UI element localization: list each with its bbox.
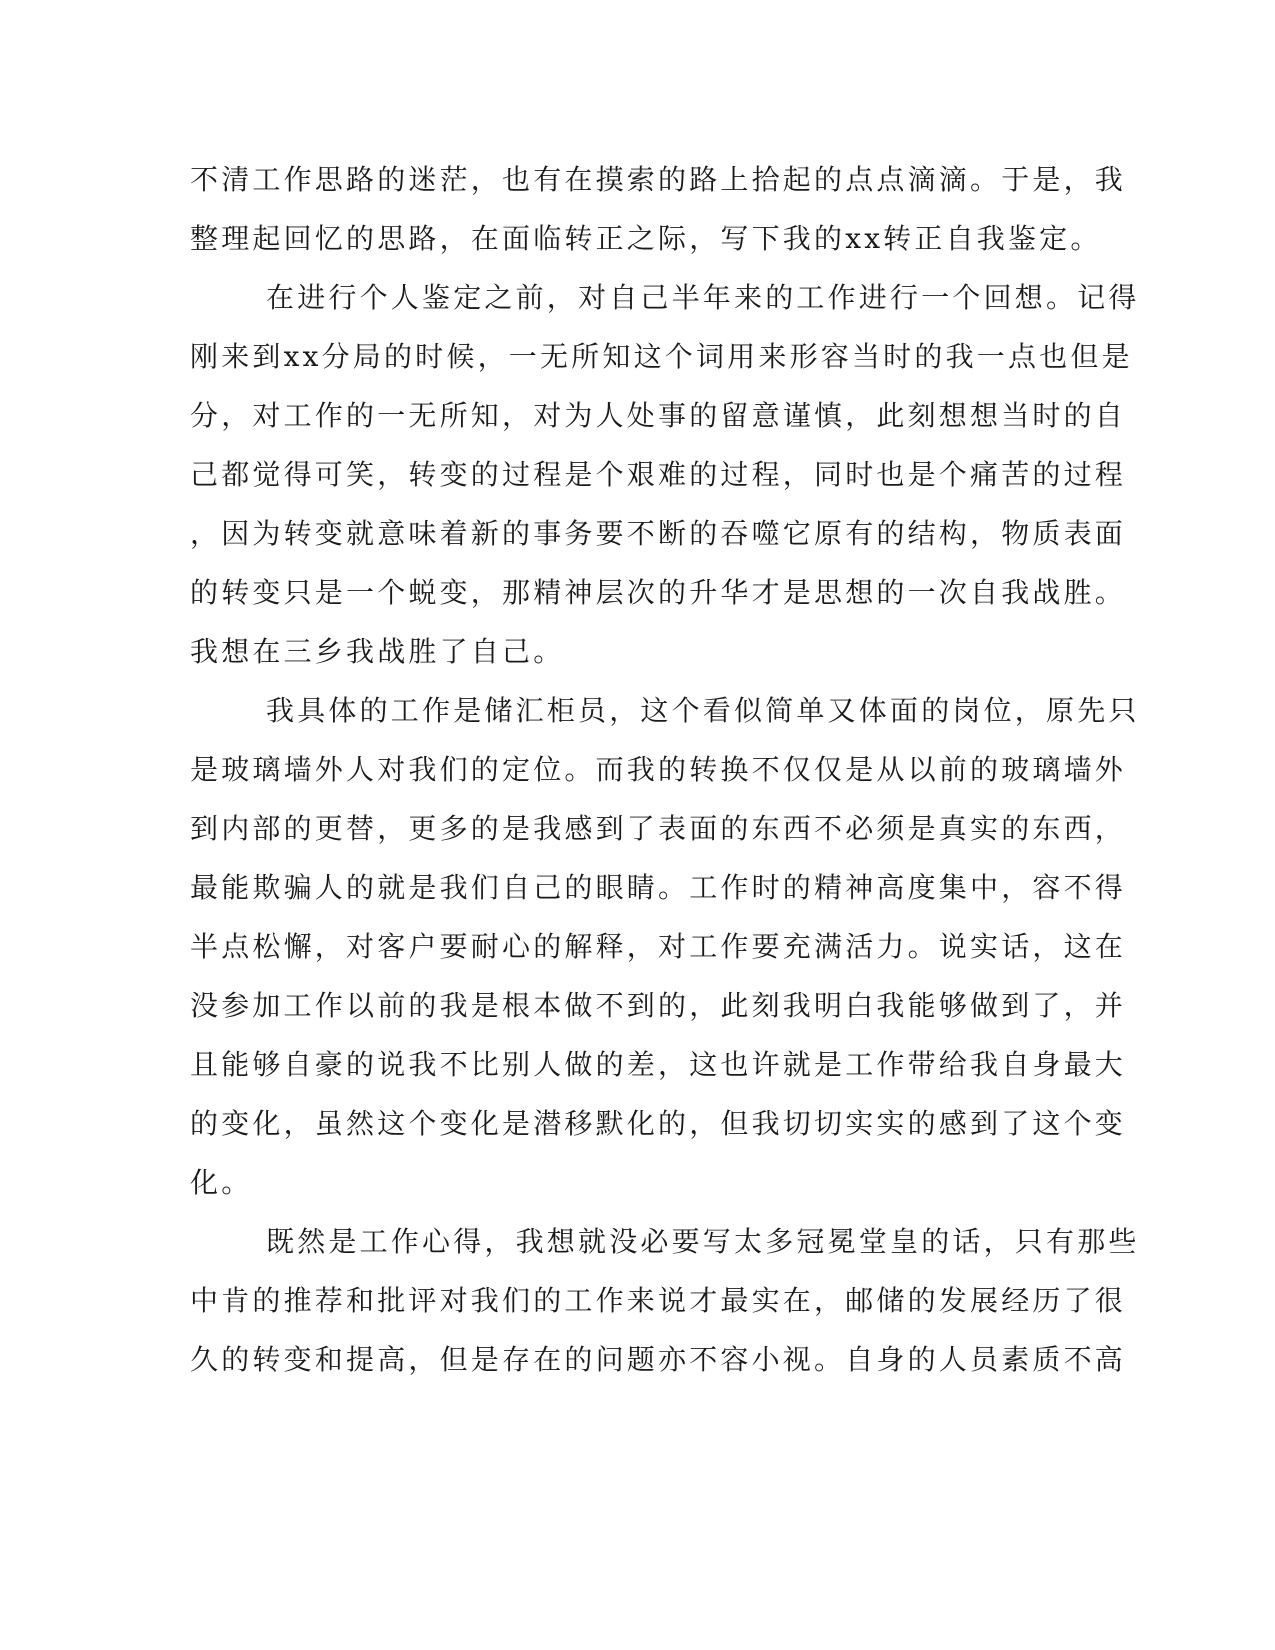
text-line: 半点松懈，对客户要耐心的解释，对工作要充满活力。说实话，这在 [190,930,1127,963]
text-line: 到内部的更替，更多的是我感到了表面的东西不必须是真实的东西， [190,812,1127,845]
text-line: 我想在三乡我战胜了自己。 [190,635,565,668]
text-line: 的变化，虽然这个变化是潜移默化的，但我切切实实的感到了这个变 [190,1107,1127,1140]
text-line: 刚来到xx分局的时候，一无所知这个词用来形容当时的我一点也但是 [190,340,1133,373]
text-line: 的转变只是一个蜕变，那精神层次的升华才是思想的一次自我战胜。 [190,576,1127,609]
text-line: 整理起回忆的思路，在面临转正之际，写下我的xx转正自我鉴定。 [190,222,1102,255]
text-line: 久的转变和提高，但是存在的问题亦不容小视。自身的人员素质不高 [190,1343,1127,1376]
text-line: 没参加工作以前的我是根本做不到的，此刻我明白我能够做到了，并 [190,989,1127,1022]
text-line: ，因为转变就意味着新的事务要不断的吞噬它原有的结构，物质表面 [190,517,1127,550]
text-line: 最能欺骗人的就是我们自己的眼睛。工作时的精神高度集中，容不得 [190,871,1127,904]
text-line: 不清工作思路的迷茫，也有在摸索的路上拾起的点点滴滴。于是，我 [190,163,1127,196]
paragraph-first-line: 我具体的工作是储汇柜员，这个看似简单又体面的岗位，原先只 [266,694,1140,727]
paragraph-first-line: 在进行个人鉴定之前，对自己半年来的工作进行一个回想。记得 [266,281,1140,314]
paragraph-first-line: 既然是工作心得，我想就没必要写太多冠冕堂皇的话，只有那些 [266,1225,1140,1258]
text-line: 化。 [190,1166,253,1199]
text-line: 己都觉得可笑，转变的过程是个艰难的过程，同时也是个痛苦的过程 [190,458,1127,491]
text-line: 中肯的推荐和批评对我们的工作来说才最实在，邮储的发展经历了很 [190,1284,1127,1317]
text-line: 分，对工作的一无所知，对为人处事的留意谨慎，此刻想想当时的自 [190,399,1127,432]
text-line: 是玻璃墙外人对我们的定位。而我的转换不仅仅是从以前的玻璃墙外 [190,753,1127,786]
text-line: 且能够自豪的说我不比别人做的差，这也许就是工作带给我自身最大 [190,1048,1127,1081]
